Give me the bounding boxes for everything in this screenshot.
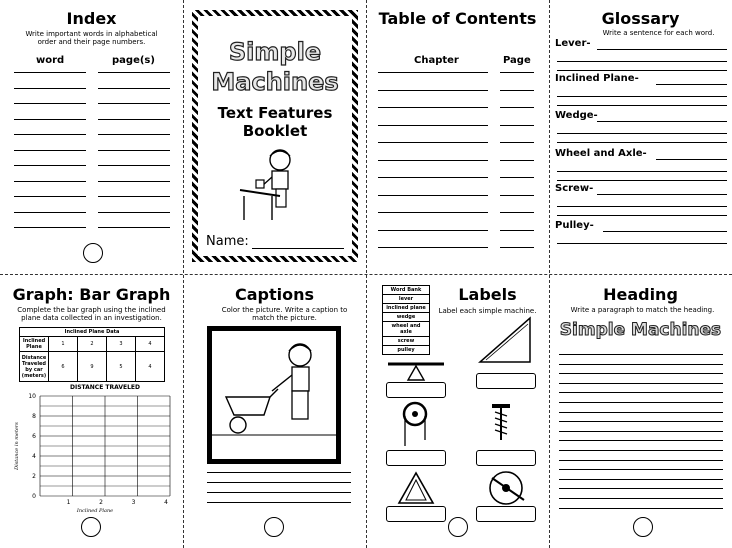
row2-label: Distance Traveled by car (meters) [20,352,49,382]
writing-line [559,469,723,470]
glossary-term: Lever- [555,38,591,49]
table-cell: 1 [49,337,78,352]
toc-col-page: Page [503,55,531,66]
toc-col-chapter: Chapter [414,55,459,66]
glossary-panel [549,0,732,274]
writing-line [500,90,534,91]
x-tick-label: 4 [164,499,168,506]
writing-line [557,105,727,106]
writing-line [14,150,86,151]
writing-line [98,134,170,135]
writing-line [559,383,723,384]
x-axis-label: Inclined Plane [76,508,114,514]
cover-subtitle-line1: Text Features [217,104,333,122]
table-cell: 4 [135,352,164,382]
hole-circle [83,243,103,263]
labels-panel [366,274,549,548]
writing-line [207,482,351,483]
hole-circle [264,517,284,537]
wedge-icon [396,470,436,506]
y-tick-label: 4 [32,453,36,460]
writing-line [207,492,351,493]
writing-line [14,134,86,135]
writing-line [98,103,170,104]
writing-line [559,354,723,355]
writing-line [557,70,727,71]
writing-line [500,177,534,178]
writing-line [378,177,488,178]
writing-line [378,72,488,73]
writing-line [559,508,723,509]
index-panel [0,0,183,274]
writing-line [14,103,86,104]
label-box[interactable] [476,450,536,466]
writing-line [557,133,727,134]
index-col-word: word [36,55,65,66]
y-tick-label: 10 [28,393,36,400]
y-tick-label: 0 [32,493,36,500]
inclined-plane-data-table [19,327,165,382]
writing-line [559,440,723,441]
writing-line [559,364,723,365]
writing-line [207,502,351,503]
label-box[interactable] [476,373,536,389]
lever-icon [386,360,446,382]
wheel-and-axle-icon [488,468,528,508]
writing-line [500,72,534,73]
writing-line [500,142,534,143]
hole-circle [633,517,653,537]
kid-with-wheelbarrow-illustration [212,331,336,459]
pulley-icon [396,400,434,448]
word-bank-item: screw [383,337,430,346]
writing-line [378,212,488,213]
writing-line [378,125,488,126]
x-tick-label: 2 [99,499,103,506]
glossary-term: Pulley- [555,220,594,231]
writing-line [500,125,534,126]
name-line [252,248,344,249]
writing-line [557,180,727,181]
glossary-term: Inclined Plane- [555,73,639,84]
writing-line [557,215,727,216]
word-bank-item: wheel and axle [383,322,430,337]
table-cell: 3 [106,337,135,352]
writing-line [14,119,86,120]
heading-subtitle: Write a paragraph to match the heading. [570,306,715,314]
labels-title: Labels [458,285,517,304]
word-bank-item: wedge [383,313,430,322]
writing-line [597,49,727,50]
writing-line [98,165,170,166]
writing-line [378,195,488,196]
table-cell: 5 [106,352,135,382]
writing-line [559,392,723,393]
writing-line [98,196,170,197]
writing-line [14,181,86,182]
chart-title: DISTANCE TRAVELED [69,384,141,391]
caption-picture-frame [207,326,341,464]
glossary-title: Glossary [601,9,680,28]
table-cell: 4 [135,337,164,352]
writing-line [500,230,534,231]
glossary-subtitle: Write a sentence for each word. [602,29,715,37]
writing-line [557,142,727,143]
writing-line [378,142,488,143]
writing-line [500,212,534,213]
writing-line [500,160,534,161]
y-tick-label: 8 [32,413,36,420]
writing-line [557,171,727,172]
writing-line [14,88,86,89]
writing-line [378,160,488,161]
label-box[interactable] [386,382,446,398]
writing-line [378,90,488,91]
bar-graph [0,380,183,520]
labels-subtitle: Label each simple machine. [438,307,537,315]
table-cell: 9 [77,352,106,382]
writing-line [98,119,170,120]
word-bank-item: lever [383,295,430,304]
writing-line [500,195,534,196]
screw-icon [490,402,512,444]
cover-panel [192,10,358,262]
graph-title: Graph: Bar Graph [12,285,171,304]
writing-line [559,488,723,489]
index-title: Index [66,9,117,28]
label-box[interactable] [386,450,446,466]
toc-title: Table of Contents [378,9,537,28]
glossary-term: Wedge- [555,110,598,121]
writing-line [14,227,86,228]
writing-line [14,196,86,197]
y-tick-label: 6 [32,433,36,440]
row1-label: Inclined Plane [20,337,49,352]
heading-panel [549,274,732,548]
label-box[interactable] [476,506,536,522]
writing-line [597,121,727,122]
cover-title-line1: Simple [228,38,322,66]
writing-line [559,402,723,403]
heading-title: Heading [603,285,678,304]
heading-text: Simple Machines [559,320,722,340]
writing-line [98,227,170,228]
writing-line [559,373,723,374]
writing-line [500,107,534,108]
captions-panel [183,274,366,548]
table-cell: 6 [49,352,78,382]
table-title: Inclined Plane Data [20,328,165,337]
kid-with-lever-illustration [236,144,316,224]
writing-line [559,412,723,413]
label-box[interactable] [386,506,446,522]
writing-line [656,84,727,85]
graph-panel [0,274,183,548]
writing-line [559,431,723,432]
writing-line [378,230,488,231]
cover-name-label: Name: [206,234,249,249]
writing-line [557,206,727,207]
writing-line [597,194,727,195]
writing-line [559,460,723,461]
index-col-pages: page(s) [112,55,155,66]
graph-subtitle: Complete the bar graph using the inclined plane data collected in an investigation. [17,306,166,322]
cover-subtitle-line2: Booklet [242,122,308,140]
writing-line [557,96,727,97]
writing-line [98,72,170,73]
writing-line [557,61,727,62]
y-axis-label: Distance in meters [14,422,20,470]
writing-line [500,247,534,248]
table-cell: 2 [77,337,106,352]
writing-line [98,212,170,213]
writing-line [98,150,170,151]
writing-line [557,243,727,244]
writing-line [559,498,723,499]
writing-line [98,88,170,89]
word-bank-title: Word Bank [383,286,430,295]
writing-line [559,421,723,422]
captions-title: Captions [234,285,315,304]
word-bank-table [382,285,430,355]
x-tick-label: 3 [131,499,136,506]
hole-circle [81,517,101,537]
writing-line [559,479,723,480]
writing-line [378,107,488,108]
glossary-term: Wheel and Axle- [555,148,647,159]
writing-line [559,450,723,451]
writing-line [378,247,488,248]
writing-line [98,181,170,182]
writing-line [14,165,86,166]
writing-line [14,212,86,213]
writing-line [207,472,351,473]
writing-line [656,159,727,160]
hole-circle [448,517,468,537]
index-subtitle: Write important words in alphabetical order and their page numbers. [25,30,158,46]
glossary-term: Screw- [555,183,594,194]
captions-subtitle: Color the picture. Write a caption to match the picture. [221,306,348,322]
y-tick-label: 2 [32,473,36,480]
word-bank-item: pulley [383,346,430,355]
toc-panel [366,0,549,274]
word-bank-item: inclined plane [383,304,430,313]
writing-line [14,72,86,73]
inclined-plane-icon [476,314,534,366]
writing-line [603,231,727,232]
cover-title-line2: Machines [211,68,339,96]
x-tick-label: 1 [66,499,71,506]
